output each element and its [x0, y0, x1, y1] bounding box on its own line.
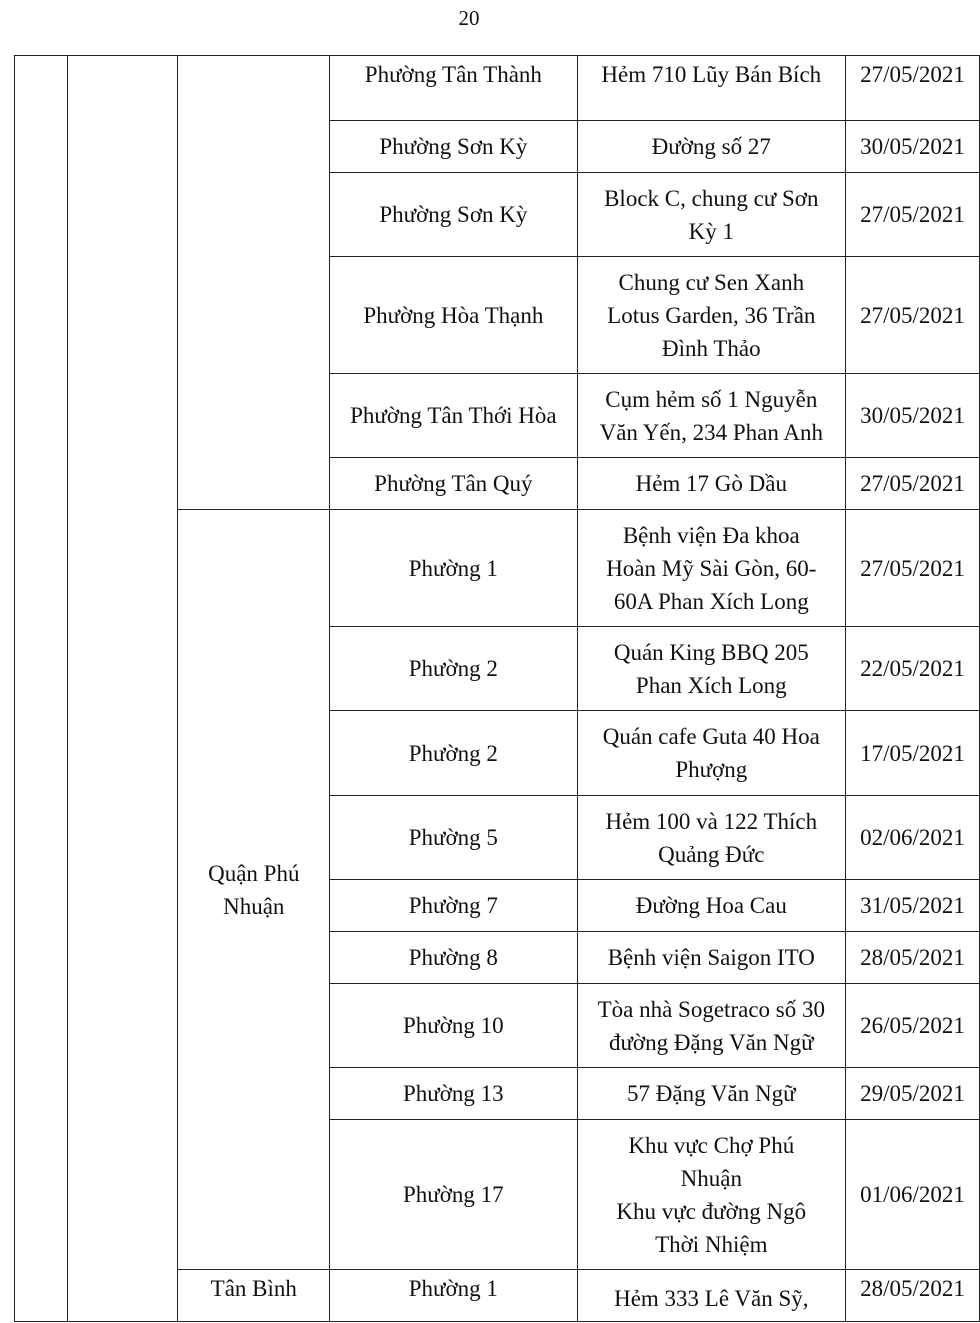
location-cell [577, 173, 845, 257]
district-cell-tan-binh: Tân Bình [178, 1270, 330, 1322]
location-line: Đình Thảo [661, 335, 761, 361]
date-cell: 28/05/2021 [846, 932, 980, 984]
location-line: Lotus Garden, 36 Trần [607, 302, 816, 328]
date-cell: 30/05/2021 [846, 374, 980, 458]
location-cell [577, 796, 845, 880]
location-cell [577, 880, 845, 932]
location-cell [577, 257, 845, 374]
date-cell: 01/06/2021 [846, 1120, 980, 1270]
district-label-line: Nhuận [223, 893, 285, 919]
location-cell [577, 1120, 845, 1270]
ward-cell: Phường 13 [330, 1068, 577, 1120]
location-line: Bệnh viện Saigon ITO [607, 945, 815, 970]
location-line: Hoàn Mỹ Sài Gòn, 60- [606, 555, 817, 581]
ward-cell: Phường Tân Thới Hòa [330, 374, 577, 458]
location-cell [577, 56, 845, 121]
date-cell: 28/05/2021 [846, 1270, 980, 1322]
location-line: Phượng [675, 757, 748, 782]
location-cell [577, 984, 845, 1068]
date-cell: 27/05/2021 [846, 56, 980, 121]
date-cell: 22/05/2021 [846, 627, 980, 711]
location-line: Hẻm 17 Gò Dầu [635, 471, 787, 496]
location-cell [577, 1068, 845, 1120]
ward-cell: Phường Sơn Kỳ [330, 173, 577, 257]
location-cell [577, 374, 845, 458]
location-line: Phan Xích Long [635, 672, 787, 698]
ward-cell: Phường Sơn Kỳ [330, 121, 577, 173]
location-line: Quán cafe Guta 40 Hoa [602, 724, 820, 749]
location-line: Bệnh viện Đa khoa [622, 522, 800, 548]
location-line: Hẻm 100 và 122 Thích [605, 808, 818, 834]
ward-cell: Phường 7 [330, 880, 577, 932]
date-cell: 30/05/2021 [846, 121, 980, 173]
district-label-line: Quận Phú [208, 860, 300, 886]
location-line: Block C, chung cư Sơn [604, 185, 819, 211]
location-line: Cụm hẻm số 1 Nguyễn [605, 386, 818, 412]
ward-cell: Phường 10 [330, 984, 577, 1068]
location-line: Quán King BBQ 205 [613, 639, 809, 665]
date-cell: 27/05/2021 [846, 257, 980, 374]
location-line: đường Đặng Văn Ngữ [608, 1029, 814, 1055]
index-column-cell [15, 56, 68, 1322]
location-cell [577, 510, 845, 627]
ward-cell: Phường Hòa Thạnh [330, 257, 577, 374]
ward-cell: Phường 17 [330, 1120, 577, 1270]
outbreak-locations-table [14, 55, 980, 1322]
location-line: Văn Yến, 234 Phan Anh [599, 419, 823, 445]
location-cell [577, 711, 845, 796]
location-line: Hẻm 333 Lê Văn Sỹ, [614, 1286, 809, 1311]
ward-cell: Phường 8 [330, 932, 577, 984]
location-cell [577, 121, 845, 173]
ward-cell: Phường 5 [330, 796, 577, 880]
ward-cell: Phường 1 [330, 510, 577, 627]
ward-cell: Phường 2 [330, 627, 577, 711]
location-line: Chung cư Sen Xanh [618, 269, 805, 295]
location-cell [577, 1270, 845, 1322]
date-cell: 17/05/2021 [846, 711, 980, 796]
location-line: Đường Hoa Cau [635, 893, 787, 918]
district-cell-tan-phu [178, 56, 330, 510]
location-line: Kỳ 1 [688, 218, 734, 244]
location-line: Nhuận [680, 1165, 742, 1191]
date-cell: 29/05/2021 [846, 1068, 980, 1120]
location-line: Thời Nhiệm [655, 1231, 768, 1257]
ward-cell: Phường Tân Quý [330, 458, 577, 510]
date-cell: 02/06/2021 [846, 796, 980, 880]
table-row [15, 56, 980, 121]
date-cell: 31/05/2021 [846, 880, 980, 932]
location-cell [577, 627, 845, 711]
ward-cell: Phường 2 [330, 711, 577, 796]
date-cell: 27/05/2021 [846, 510, 980, 627]
location-line: Hẻm 710 Lũy Bán Bích [601, 62, 822, 87]
location-line: Quảng Đức [658, 841, 765, 867]
location-line: 57 Đặng Văn Ngữ [627, 1081, 796, 1106]
location-line: Đường số 27 [651, 134, 771, 159]
ward-cell: Phường 1 [330, 1270, 577, 1322]
district-cell-phu-nhuan [178, 510, 330, 1270]
date-cell: 27/05/2021 [846, 458, 980, 510]
ward-cell: Phường Tân Thành [330, 56, 577, 121]
location-line: Khu vực Chợ Phú [628, 1132, 795, 1158]
page-number: 20 [458, 6, 480, 30]
location-cell [577, 932, 845, 984]
location-line: 60A Phan Xích Long [613, 588, 809, 614]
date-cell: 26/05/2021 [846, 984, 980, 1068]
city-column-cell [67, 56, 178, 1322]
location-line: Tòa nhà Sogetraco số 30 [597, 996, 825, 1022]
location-line: Khu vực đường Ngô [616, 1198, 807, 1224]
date-cell: 27/05/2021 [846, 173, 980, 257]
location-cell [577, 458, 845, 510]
